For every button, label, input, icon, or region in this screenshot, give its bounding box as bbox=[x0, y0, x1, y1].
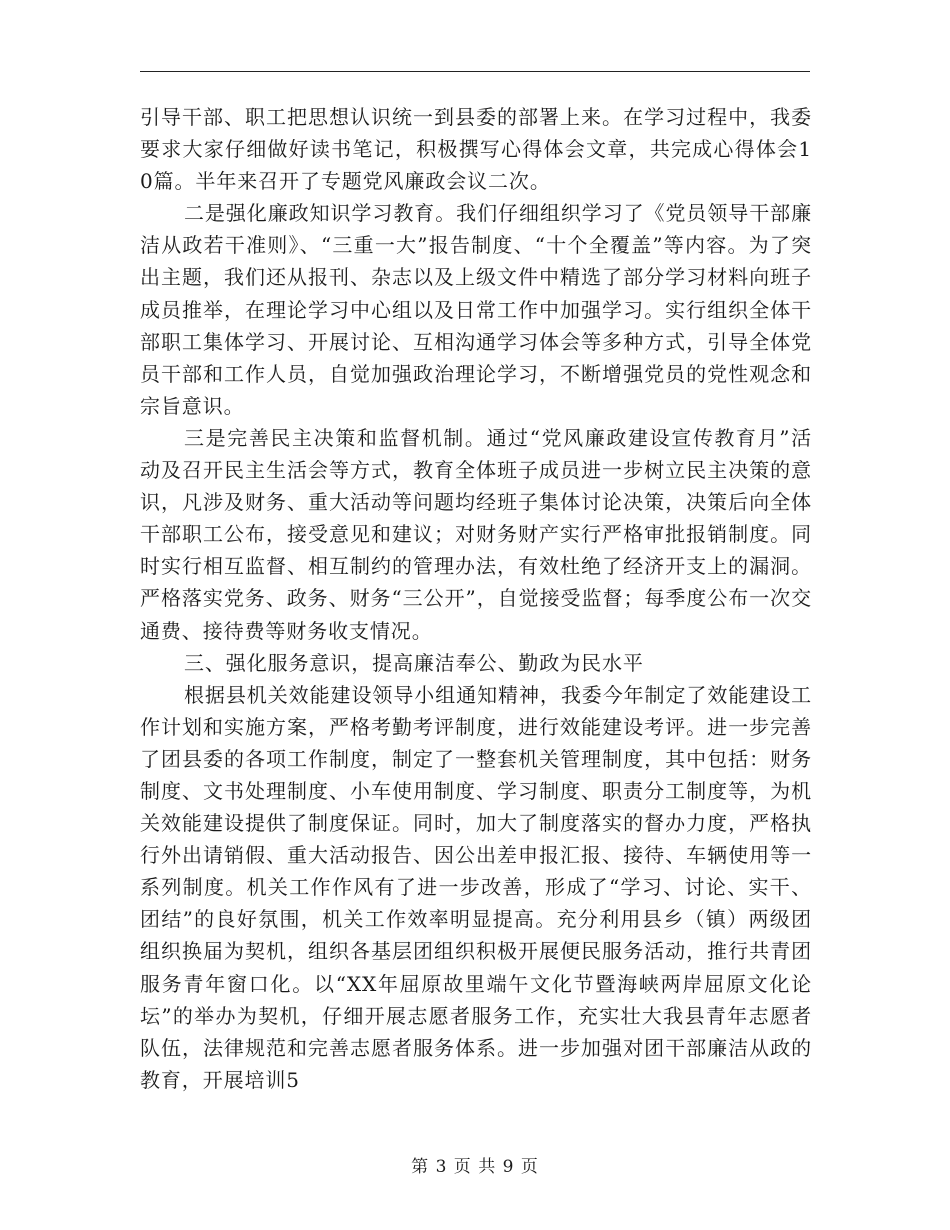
paragraph-2: 二是强化廉政知识学习教育。我们仔细组织学习了《党员领导干部廉洁从政若干准则》、“三重一大”报告制度、“十个全覆盖”等内容。为了突出主题，我们还从报刊、杂志以及上级文件中精选了部分学习材料向班子成员推举，在理论学习中心组以及日常工作中加强学习。实行组织全体干部职工集体学习、开展讨论、互相沟通学习体会等多种方式，引导全体党员干部和工作人员，自觉加强政治理论学习，不断增强党员的党性观念和宗旨意识。 bbox=[140, 201, 812, 418]
page-number-footer: 第 3 页 共 9 页 bbox=[411, 1157, 539, 1177]
paragraph-4: 根据县机关效能建设领导小组通知精神，我委今年制定了效能建设工作计划和实施方案，严格考勤考评制度，进行效能建设考评。进一步完善了团县委的各项工作制度，制定了一整套机关管理制度，其中包括：财务制度、文书处理制度、小车使用制度、学习制度、职责分工制度等，为机关效能建设提供了制度保证。同时，加大了制度落实的督办力度，严格执行外出请销假、重大活动报告、因公出差申报汇报、接待、车辆使用等一系列制度。机关工作作风有了进一步改善，形成了“学习、讨论、实干、团结”的良好氛围，机关工作效率明显提高。充分利用县乡（镇）两级团组织换届为契机，组织各基层团组织积极开展便民服务活动，推行共青团服务青年窗口化。以“XX年屈原故里端午文化节暨海峡两岸屈原文化论坛”的举办为契机，仔细开展志愿者服务工作，充实壮大我县青年志愿者队伍，法律规范和完善志愿者服务体系。进一步加强对团干部廉洁从政的教育，开展培训5 bbox=[140, 682, 812, 1092]
paragraph-3: 三是完善民主决策和监督机制。通过“党风廉政建设宣传教育月”活动及召开民主生活会等方式，教育全体班子成员进一步树立民主决策的意识，凡涉及财务、重大活动等问题均经班子集体讨论决策，决策后向全体干部职工公布，接受意见和建议；对财务财产实行严格审批报销制度。同时实行相互监督、相互制约的管理办法，有效杜绝了经济开支上的漏洞。严格落实党务、政务、财务“三公开”，自觉接受监督；每季度公布一次交通费、接待费等财务收支情况。 bbox=[140, 425, 812, 643]
header-rule bbox=[140, 71, 810, 72]
section-heading: 三、强化服务意识，提高廉洁奉公、勤政为民水平 bbox=[184, 650, 644, 675]
paragraph-1: 引导干部、职工把思想认识统一到县委的部署上来。在学习过程中，我委要求大家仔细做好读书笔记，积极撰写心得体会文章，共完成心得体会10篇。半年来召开了专题党风廉政会议二次。 bbox=[140, 105, 812, 194]
document-body bbox=[140, 101, 812, 1096]
